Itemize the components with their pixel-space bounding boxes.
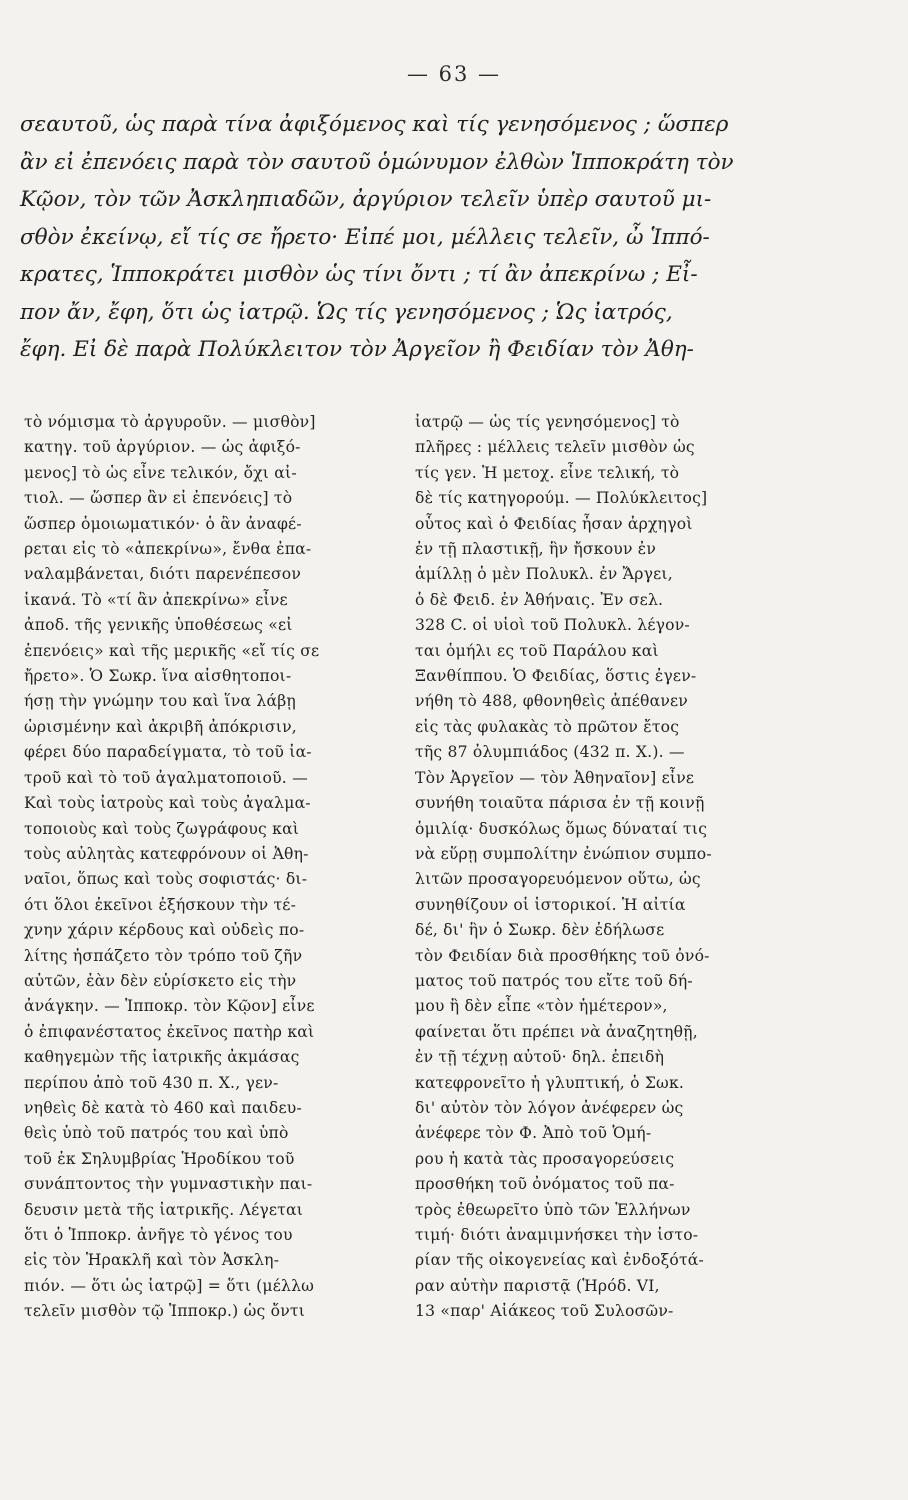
note-line: χνην χάριν κέρδους καὶ οὐδεὶς πο- [24,921,305,940]
note-line: εἰς τὰς φυλακὰς τὸ πρῶτον ἔτος [415,717,680,736]
note-line: ραν αὐτὴν παριστᾷ (Ἡρόδ. VI, [415,1276,660,1295]
note-line: συνήθη τοιαῦτα πάρισα ἐν τῇ κοινῇ [415,794,705,813]
note-line: ήσῃ τὴν γνώμην του καὶ ἵνα λάβῃ [24,692,296,711]
notes-left-column [24,410,369,1325]
note-line: Ξανθίππου. Ὁ Φειδίας, ὅστις ἐγεν- [415,667,697,686]
note-line: ἁμίλλῃ ὁ μὲν Πολυκλ. ἐν Ἄργει, [415,565,673,584]
main-text-line: πον ἄν, ἔφη, ὅτι ὡς ἰατρῷ. Ὡς τίς γενησόμενος ; Ὡς ἰατρός, [20,299,673,325]
note-line: ἀνέφερε τὸν Φ. Ἀπὸ τοῦ Ὁμή- [415,1124,652,1143]
main-text-line: κρατες, Ἱπποκράτει μισθὸν ὡς τίνι ὄντι ; τί ἂν ἀπεκρίνω ; Εἶ- [20,262,698,287]
note-line: τοποιοὺς καὶ τοὺς ζωγράφους καὶ [24,819,300,838]
main-text-line: Κῷον, τὸν τῶν Ἀσκληπιαδῶν, ἀργύριον τελεῖν ὑπὲρ σαυτοῦ μι- [20,187,712,212]
note-line: δέ, δι' ἣν ὁ Σωκρ. δὲν ἐδήλωσε [415,921,665,940]
note-line: ἐν τῇ τέχνῃ αὐτοῦ· δηλ. ἐπειδὴ [415,1048,665,1067]
main-text [20,106,758,369]
note-line: φέρει δύο παραδείγματα, τὸ τοῦ ἰα- [24,743,312,762]
note-line: ἀνάγκην. — Ἱπποκρ. τὸν Κῷον] εἶνε [24,997,315,1016]
note-line: ρεται εἰς τὸ «ἀπεκρίνω», ἔνθα ἐπα- [24,540,312,559]
note-line: νηθεὶς δὲ κατὰ τὸ 460 καὶ παιδευ- [24,1098,302,1117]
note-line: τοὺς αὐλητὰς κατεφρόνουν οἱ Ἀθη- [24,844,309,863]
note-line: τοῦ ἐκ Σηλυμβρίας Ἡροδίκου τοῦ [24,1149,295,1168]
note-line: συνάπτοντος τὴν γυμναστικὴν παι- [24,1175,313,1194]
note-line: λιτῶν προσαγορευόμενον οὕτω, ὡς [415,870,701,889]
note-line: ματος τοῦ πατρός του εἴτε τοῦ δή- [415,971,693,990]
note-line: θεὶς ὑπὸ τοῦ πατρός του καὶ ὑπὸ [24,1124,289,1143]
note-line: Καὶ τοὺς ἰατροὺς καὶ τοὺς ἀγαλμα- [24,794,311,813]
note-line: εἰς τὸν Ἡρακλῆ καὶ τὸν Ἀσκλη- [24,1251,280,1270]
main-text-line: ἂν εἰ ἐπενόεις παρὰ τὸν σαυτοῦ ὁμώνυμον ἐλθὼν Ἱπποκράτη τὸν [20,149,734,175]
note-line: λίτης ἠσπάζετο τὸν τρόπο τοῦ ζῆν [24,946,303,965]
note-line: τιμή· διότι ἀναμιμνήσκει τὴν ἱστο- [415,1226,699,1244]
note-line: τὸν Φειδίαν διὰ προσθήκης τοῦ ὀνό- [415,946,710,965]
note-line: οὗτος καὶ ὁ Φειδίας ἦσαν ἀρχηγοὶ [415,514,693,533]
note-line: μου ἢ δὲν εἶπε «τὸν ἡμέτερον», [415,997,668,1016]
note-line: τελεῖν μισθὸν τῷ Ἱπποκρ.) ὡς ὄντι [24,1302,306,1321]
note-line: ται ὁμήλι ες τοῦ Παράλου καὶ [415,641,659,660]
note-line: ἐν τῇ πλαστικῇ, ἣν ἤσκουν ἐν [415,540,657,559]
note-line: μενος] τὸ ὡς εἶνε τελικόν, ὄχι αἰ- [24,463,297,482]
note-line: πλῆρες : μέλλεις τελεῖν μισθὸν ὡς [415,438,695,457]
note-line: ἐπενόεις» καὶ τῆς μερικῆς «εἴ τίς σε [24,641,320,660]
main-text-line: ἔφη. Εἰ δὲ παρὰ Πολύκλειτον τὸν Ἀργεῖον ἢ Φειδίαν τὸν Ἀθη- [20,337,694,362]
note-line: αὐτῶν, ἐὰν δὲν εὑρίσκετο εἰς τὴν [24,971,297,990]
note-line: ὁμιλίᾳ· δυσκόλως ὅμως δύναταί τις [415,819,708,838]
page-number: — 63 — [406,62,502,86]
note-line: φαίνεται ὅτι πρέπει νὰ ἀναζητηθῇ, [415,1022,698,1041]
note-line: 13 «παρ' Αἰάκεος τοῦ Συλοσῶν- [415,1302,674,1321]
note-line: ἤρετο». Ὁ Σωκρ. ἵνα αἰσθητοποι- [24,667,292,686]
note-line: προσθήκη τοῦ ὀνόματος τοῦ πα- [415,1175,675,1194]
note-line: Τὸν Ἀργεῖον — τὸν Ἀθηναῖον] εἶνε [415,768,695,787]
note-line: συνηθίζουν οἱ ἱστορικοί. Ἡ αἰτία [415,895,686,914]
note-line: τὸ νόμισμα τὸ ἀργυροῦν. — μισθὸν] [24,413,316,431]
note-line: τροῦ καὶ τὸ τοῦ ἀγαλματοποιοῦ. — [24,768,308,787]
note-line: ναλαμβάνεται, διότι παρενέπεσον [24,565,302,584]
note-line: ὁ ἐπιφανέστατος ἐκεῖνος πατὴρ καὶ [24,1022,315,1041]
note-line: πιόν. — ὅτι ὡς ἰατρῷ] = ὅτι (μέλλω [24,1276,315,1295]
commentary-notes [24,410,760,1325]
main-text-line: σθὸν ἐκείνῳ, εἴ τίς σε ἤρετο· Εἰπέ μοι, μέλλεις τελεῖν, ὦ Ἱππό- [20,224,710,250]
note-line: περίπου ἀπὸ τοῦ 430 π. Χ., γεν- [24,1073,279,1092]
note-line: ἀποδ. τῆς γενικῆς ὑποθέσεως «εἰ [24,616,293,635]
note-line: νήθη τὸ 488, φθονηθεὶς ἀπέθανεν [415,692,688,711]
note-line: τίς γεν. Ἡ μετοχ. εἶνε τελική, τὸ [415,463,680,482]
note-line: δι' αὐτὸν τὸν λόγον ἀνέφερεν ὡς [415,1098,684,1117]
note-line: ἰατρῷ — ὡς τίς γενησόμενος] τὸ [415,413,680,431]
note-line: τιολ. — ὥσπερ ἂν εἰ ἐπενόεις] τὸ [24,489,293,508]
note-line: ἱκανά. Τὸ «τί ἂν ἀπεκρίνω» εἶνε [24,590,288,609]
note-line: ότι ὅλοι ἐκεῖνοι ἐξήσκουν τὴν τέ- [24,895,297,914]
note-line: νὰ εὕρῃ συμπολίτην ἐνώπιον συμπο- [415,844,712,863]
note-line: δευσιν μετὰ τῆς ἰατρικῆς. Λέγεται [24,1200,304,1219]
note-line: καθηγεμὼν τῆς ἰατρικῆς ἀκμάσας [24,1048,300,1067]
main-text-line: σεαυτοῦ, ὡς παρὰ τίνα ἀφιξόμενος καὶ τίς γενησόμενος ; ὥσπερ [20,112,729,137]
note-line: ναῖοι, ὅπως καὶ τοὺς σοφιστάς· δι- [24,870,308,889]
note-line: κατηγ. τοῦ ἀργύριον. — ὡς ἀφιξό- [24,438,301,457]
note-line: ρου ἡ κατὰ τὰς προσαγορεύσεις [415,1149,675,1168]
notes-right-column [415,410,760,1325]
note-line: δὲ τίς κατηγορούμ. — Πολύκλειτος] [415,489,708,508]
note-line: τῆς 87 ὀλυμπιάδος (432 π. Χ.). — [415,743,685,762]
note-line: ρίαν τῆς οἰκογενείας καὶ ἐνδοξότά- [415,1251,705,1270]
note-line: ὥσπερ ὁμοιωματικόν· ὁ ἂν ἀναφέ- [24,514,302,533]
note-line: ὁ δὲ Φειδ. ἐν Ἀθήναις. Ἐν σελ. [415,590,664,609]
note-line: τρὸς ἐθεωρεῖτο ὑπὸ τῶν Ἑλλήνων [415,1200,691,1219]
note-line: ὅτι ὁ Ἱπποκρ. ἀνῆγε τὸ γένος του [24,1226,293,1244]
note-line: ὡρισμένην καὶ ἀκριβῆ ἀπόκρισιν, [24,717,297,736]
note-line: κατεφρονεῖτο ἡ γλυπτική, ὁ Σωκ. [415,1073,685,1092]
note-line: 328 C. οἱ υἱοὶ τοῦ Πολυκλ. λέγον- [415,616,690,635]
